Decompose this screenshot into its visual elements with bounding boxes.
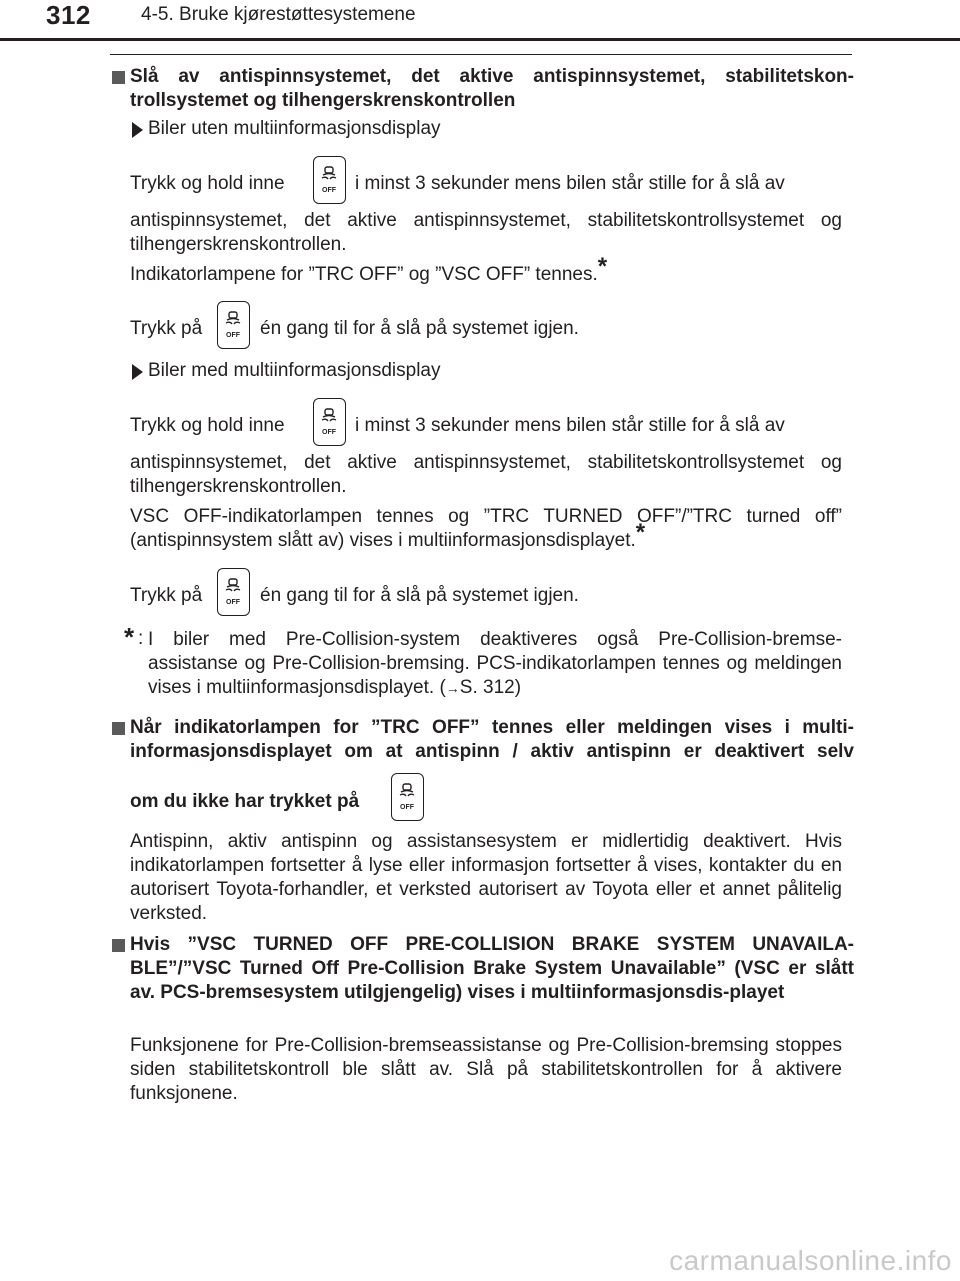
instruction-press-prefix: Trykk på	[130, 585, 203, 606]
heading-line-2: informasjonsdisplayet om at antispinn / aktiv antispinn er deaktivert selv	[130, 741, 854, 762]
svg-text:OFF: OFF	[226, 332, 240, 339]
vsc-off-switch-icon	[223, 310, 243, 340]
vsc-off-switch-icon	[223, 577, 243, 607]
vsc-off-switch-icon	[319, 407, 339, 437]
svg-text:OFF: OFF	[226, 599, 240, 606]
footnote-body: I biler med Pre-Collision-system deaktiveres også Pre-Collision-bremse-assistanse og Pre-Collision-bremsing. PCS-indikatorlampen tennes og meldingen vises i multiinformasjonsdisplayet. (	[148, 629, 842, 698]
svg-text:OFF: OFF	[400, 804, 414, 811]
section-body-indicator: Antispinn, aktiv antispinn og assistansesystem er midlertidig deaktivert. Hvis indikatorlampen fortsetter å lyse eller informasjon fortsetter å vises, kontakter du en autorisert Toyota-forhandler, et verksted autorisert av Toyota eller et annet pålitelig verksted.	[130, 831, 842, 924]
instruction-hold-suffix: i minst 3 sekunder mens bilen står stille for å slå av	[355, 415, 785, 436]
footnote-marker: *	[635, 519, 646, 546]
footnote-text	[148, 628, 842, 700]
page-header	[0, 0, 960, 40]
vsc-off-button	[217, 568, 250, 616]
section-bullet	[112, 722, 125, 735]
indicator-note	[130, 253, 842, 287]
subheading-with-display: Biler med multiinformasjonsdisplay	[148, 360, 441, 381]
section-heading-antispin: Slå av antispinnsystemet, det aktive antispinnsystemet, stabilitetskon-trollsystemet og tilhengerskrenskontrollen	[130, 66, 854, 111]
footnote-colon: :	[138, 628, 144, 649]
instruction-press-suffix: én gang til for å slå på systemet igjen.	[260, 585, 579, 606]
instruction-hold-body: antispinnsystemet, det aktive antispinnsystemet, stabilitetskontrollsystemet og tilhengerskrenskontrollen.	[130, 210, 842, 255]
footnote-star: *	[124, 622, 135, 652]
svg-text:OFF: OFF	[322, 187, 336, 194]
page-number: 312	[46, 0, 91, 30]
heading-line-3: om du ikke har trykket på	[130, 791, 360, 812]
vsc-off-button	[313, 156, 346, 204]
indicator-note	[130, 505, 842, 553]
triangle-bullet-icon	[132, 122, 143, 138]
section-bullet	[112, 939, 125, 952]
top-rule	[110, 54, 852, 55]
vsc-off-button	[313, 398, 346, 446]
section-heading-indicator	[130, 716, 854, 764]
vsc-off-switch-icon	[397, 782, 417, 812]
watermark: carmanualsonline.info	[669, 1245, 952, 1276]
svg-text:OFF: OFF	[322, 429, 336, 436]
instruction-hold-suffix: i minst 3 sekunder mens bilen står stille for å slå av	[355, 173, 785, 194]
indicator-note-text: Indikatorlampene for ”TRC OFF” og ”VSC OFF” tennes.	[130, 264, 598, 285]
arrow-right-icon: →	[445, 680, 460, 696]
instruction-hold-prefix: Trykk og hold inne	[130, 415, 285, 436]
vsc-off-button	[391, 773, 424, 821]
page-reference-link[interactable]: S. 312)	[459, 677, 522, 698]
heading-line-1: Når indikatorlampen for ”TRC OFF” tennes eller meldingen vises i multi-	[130, 717, 854, 738]
instruction-hold-line	[130, 414, 842, 438]
section-title: 4-5. Bruke kjørestøttesystemene	[141, 4, 416, 25]
section-body-vsc-pcs: Funksjonene for Pre-Collision-bremseassistanse og Pre-Collision-bremsing stoppes siden stabilitetskontroll ble slått av. Slå på stabilitetskontrollen for å aktivere funksjonene.	[130, 1035, 842, 1104]
subheading-without-display: Biler uten multiinformasjonsdisplay	[148, 118, 441, 139]
vsc-off-button	[217, 301, 250, 349]
instruction-hold-line	[130, 172, 842, 196]
triangle-bullet-icon	[132, 364, 143, 380]
instruction-press-suffix: én gang til for å slå på systemet igjen.	[260, 318, 579, 339]
instruction-hold-prefix: Trykk og hold inne	[130, 173, 285, 194]
header-rule	[0, 38, 960, 41]
section-bullet	[112, 71, 125, 84]
section-heading-vsc-pcs: Hvis ”VSC TURNED OFF PRE-COLLISION BRAKE SYSTEM UNAVAILA-BLE”/”VSC Turned Off Pre-Collision Brake System Unavailable” (VSC er slått av. PCS-bremsesystem utilgjengelig) vises i multiinformasjonsdis-playet	[130, 934, 854, 1003]
instruction-press-prefix: Trykk på	[130, 318, 203, 339]
vsc-off-switch-icon	[319, 165, 339, 195]
indicator-note-text: VSC OFF-indikatorlampen tennes og ”TRC TURNED OFF”/”TRC turned off” (antispinnsystem slått av) vises i multiinformasjonsdisplayet.	[130, 506, 842, 551]
footnote-marker: *	[597, 253, 608, 280]
instruction-hold-body: antispinnsystemet, det aktive antispinnsystemet, stabilitetskontrollsystemet og tilhengerskrenskontrollen.	[130, 452, 842, 497]
